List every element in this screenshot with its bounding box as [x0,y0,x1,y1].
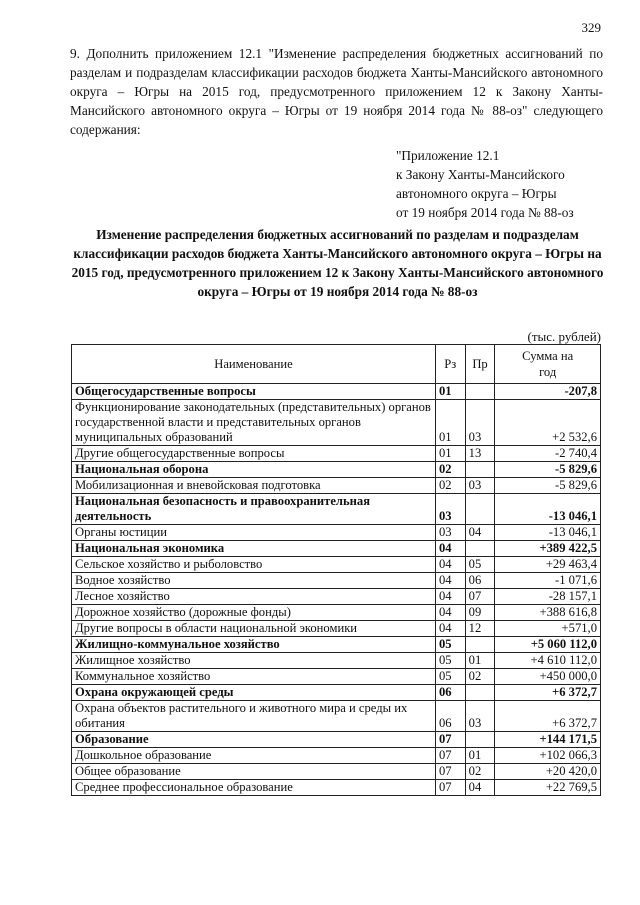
row-name: Охрана окружающей среды [72,685,436,701]
row-name: Сельское хозяйство и рыболовство [72,557,436,573]
row-pr [465,462,495,478]
row-sum: -28 157,1 [495,589,601,605]
table-row [72,541,601,557]
row-pr [465,384,495,400]
row-name: Национальная оборона [72,462,436,478]
row-pr: 02 [465,669,495,685]
header-sum-label: Сумма на год [522,349,574,379]
row-sum: +4 610 112,0 [495,653,601,669]
row-rz: 01 [435,400,465,446]
row-name: Дорожное хозяйство (дорожные фонды) [72,605,436,621]
table-row [72,478,601,494]
row-pr [465,637,495,653]
row-rz: 05 [435,637,465,653]
row-name: Водное хозяйство [72,573,436,589]
row-rz: 04 [435,573,465,589]
header-sum [495,345,601,384]
row-rz: 07 [435,780,465,796]
row-name: Жилищное хозяйство [72,653,436,669]
row-pr: 06 [465,573,495,589]
row-pr: 03 [465,701,495,732]
row-sum: +6 372,7 [495,701,601,732]
budget-table [71,344,601,796]
row-rz: 04 [435,557,465,573]
row-rz: 01 [435,446,465,462]
row-rz: 06 [435,685,465,701]
row-sum: +5 060 112,0 [495,637,601,653]
header-rz: Рз [435,345,465,384]
row-pr: 01 [465,653,495,669]
row-pr [465,494,495,525]
row-name: Общегосударственные вопросы [72,384,436,400]
row-sum: -13 046,1 [495,494,601,525]
row-pr: 05 [465,557,495,573]
row-pr: 04 [465,780,495,796]
row-sum: -5 829,6 [495,478,601,494]
row-name: Среднее профессиональное образование [72,780,436,796]
table-row [72,653,601,669]
table-row [72,589,601,605]
table-row [72,748,601,764]
row-rz: 03 [435,494,465,525]
table-row [72,384,601,400]
row-sum: +29 463,4 [495,557,601,573]
row-sum: -207,8 [495,384,601,400]
table-row [72,732,601,748]
row-pr: 12 [465,621,495,637]
table-row [72,400,601,446]
table-row [72,605,601,621]
table-row [72,462,601,478]
row-name: Лесное хозяйство [72,589,436,605]
table-row [72,525,601,541]
table-row [72,494,601,525]
row-sum: -2 740,4 [495,446,601,462]
row-rz: 07 [435,748,465,764]
row-rz: 02 [435,478,465,494]
row-pr [465,541,495,557]
row-sum: +102 066,3 [495,748,601,764]
row-rz: 04 [435,541,465,557]
table-header-row [72,345,601,384]
row-name: Образование [72,732,436,748]
row-sum: -5 829,6 [495,462,601,478]
row-rz: 03 [435,525,465,541]
table-row [72,685,601,701]
header-pr: Пр [465,345,495,384]
row-name: Жилищно-коммунальное хозяйство [72,637,436,653]
table-row [72,573,601,589]
table-row [72,637,601,653]
table-row [72,446,601,462]
row-sum: +6 372,7 [495,685,601,701]
row-name: Мобилизационная и вневойсковая подготовка [72,478,436,494]
row-sum: +388 616,8 [495,605,601,621]
appendix-reference-line: от 19 ноября 2014 года № 88-оз [396,205,574,220]
row-name: Дошкольное образование [72,748,436,764]
unit-label: (тыс. рублей) [527,329,601,344]
row-sum: -1 071,6 [495,573,601,589]
row-pr: 09 [465,605,495,621]
table-row [72,621,601,637]
row-pr: 01 [465,748,495,764]
row-pr: 02 [465,764,495,780]
row-name: Функционирование законодательных (представительных) органов государственной власти и представительных органов муниципальных образований [72,400,436,446]
row-sum: +450 000,0 [495,669,601,685]
row-rz: 07 [435,764,465,780]
row-rz: 01 [435,384,465,400]
header-name: Наименование [72,345,436,384]
row-pr: 04 [465,525,495,541]
table-body [72,384,601,796]
row-rz: 05 [435,669,465,685]
row-sum: +389 422,5 [495,541,601,557]
row-sum: +571,0 [495,621,601,637]
row-sum: +144 171,5 [495,732,601,748]
table-row [72,669,601,685]
row-sum: +22 769,5 [495,780,601,796]
appendix-reference-line: "Приложение 12.1 [396,148,500,163]
document-title: Изменение распределения бюджетных ассигнований по разделам и подразделам классификации расходов бюджета Ханты-Мансийского автономного округа – Югры на 2015 год, предусмотренного приложением 12 к Закону Ханты-Мансийского автономного округа – Югры от 19 ноября 2014 года № 88-оз [71,227,604,299]
row-rz: 02 [435,462,465,478]
row-rz: 07 [435,732,465,748]
intro-paragraph: 9. Дополнить приложением 12.1 "Изменение распределения бюджетных ассигнований по разделам и подразделам классификации расходов бюджета Ханты-Мансийского автономного округа – Югры на 2015 год, предусмотренного приложением 12 к Закону Ханты-Мансийского автономного округа – Югры от 19 ноября 2014 года № 88-оз" следующего содержания: [70,46,603,137]
row-pr: 07 [465,589,495,605]
row-sum: +20 420,0 [495,764,601,780]
appendix-reference-line: к Закону Ханты-Мансийского [396,167,565,182]
row-rz: 04 [435,605,465,621]
row-name: Национальная экономика [72,541,436,557]
row-rz: 05 [435,653,465,669]
row-name: Национальная безопасность и правоохранительная деятельность [72,494,436,525]
page-number: 329 [581,20,601,35]
row-name: Другие общегосударственные вопросы [72,446,436,462]
row-pr: 03 [465,478,495,494]
appendix-reference-line: автономного округа – Югры [396,186,557,201]
row-rz: 04 [435,589,465,605]
row-rz: 06 [435,701,465,732]
table-row [72,764,601,780]
row-pr: 13 [465,446,495,462]
row-name: Коммунальное хозяйство [72,669,436,685]
row-name: Охрана объектов растительного и животного мира и среды их обитания [72,701,436,732]
table-row [72,780,601,796]
row-sum: -13 046,1 [495,525,601,541]
row-rz: 04 [435,621,465,637]
row-pr [465,732,495,748]
row-name: Другие вопросы в области национальной экономики [72,621,436,637]
row-name: Общее образование [72,764,436,780]
row-pr: 03 [465,400,495,446]
appendix-reference [396,146,611,222]
row-pr [465,685,495,701]
row-sum: +2 532,6 [495,400,601,446]
table-row [72,701,601,732]
table-row [72,557,601,573]
row-name: Органы юстиции [72,525,436,541]
